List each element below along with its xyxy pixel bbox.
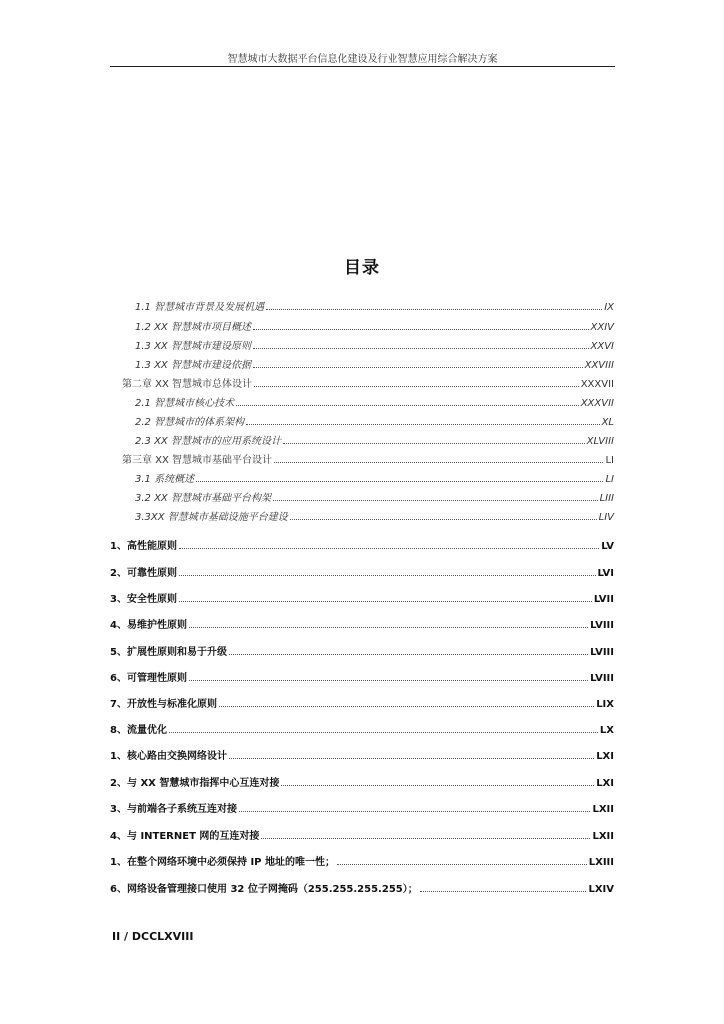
toc-entry[interactable] [135,317,614,333]
toc-dot-leader [254,385,579,387]
toc-entry-page: XLVIII [586,436,614,447]
toc-entry[interactable] [110,536,614,552]
toc-entry-label: 1.1 智慧城市背景及发展机遇 [135,302,265,313]
toc-entry-label: 7、开放性与标准化原则 [110,699,217,710]
running-header: 智慧城市大数据平台信息化建设及行业智慧应用综合解决方案 [227,54,498,65]
toc-entry-label: 2.2 智慧城市的体系架构 [135,417,245,428]
toc-dot-leader [290,518,597,520]
toc-dot-leader [420,890,587,892]
toc-entry[interactable] [110,668,614,684]
toc-entry-label: 1、在整个网络环境中必须保持 IP 地址的唯一性； [110,857,335,868]
toc-entry[interactable] [135,393,614,409]
toc-entry[interactable] [110,642,614,658]
toc-entry-page: LI [605,455,614,466]
toc-entry-page: IX [604,302,614,313]
toc-title: 目录 [344,258,380,278]
toc-dot-leader [274,461,603,463]
toc-entry-label: 2.3 XX 智慧城市的应用系统设计 [135,436,281,447]
toc-entry-page: LXI [596,778,614,789]
toc-dot-leader [179,547,599,549]
toc-entry[interactable] [135,355,614,371]
toc-dot-leader [261,837,590,839]
toc-entry-page: XXIV [590,322,614,333]
toc-entry[interactable] [110,563,614,579]
toc-entry-label: 8、流量优化 [110,725,167,736]
toc-entry-label: 1.2 XX 智慧城市项目概述 [135,322,251,333]
toc-entry-page: LVIII [590,673,614,684]
toc-entry-label: 第三章 XX 智慧城市基础平台设计 [122,455,273,466]
toc-entry-label: 3、与前端各子系统互连对接 [110,804,237,815]
toc-entry-page: LVIII [590,647,614,658]
toc-entry-label: 1、核心路由交换网络设计 [110,751,227,762]
toc-entry-label: 2.1 智慧城市核心技术 [135,398,235,409]
toc-entry-page: LVIII [590,620,614,631]
toc-entry[interactable] [110,746,614,762]
toc-entry-label: 1.3 XX 智慧城市建设原则 [135,341,251,352]
toc-entry[interactable] [135,469,614,485]
toc-dot-leader [169,731,598,733]
toc-dot-leader [253,347,589,349]
toc-entry-page: XXXVII [580,398,614,409]
toc-entry-page: LIV [598,512,614,523]
toc-entry-page: XXVI [590,341,614,352]
toc-dot-leader [246,423,599,425]
toc-dot-leader [253,366,583,368]
toc-entry-page: LIII [599,493,614,504]
toc-entry-label: 5、扩展性原则和易于升级 [110,647,227,658]
toc-dot-leader [281,784,594,786]
toc-entry-page: LIX [596,699,614,710]
toc-entry-label: 4、与 INTERNET 网的互连对接 [110,831,260,842]
toc-entry-page: XL [601,417,614,428]
toc-dot-leader [229,757,594,759]
toc-entry-page: LXI [596,751,614,762]
toc-entry[interactable] [110,799,614,815]
toc-dot-leader [273,499,598,501]
toc-entry-label: 6、可管理性原则 [110,673,187,684]
toc-entry-label: 2、与 XX 智慧城市指挥中心互连对接 [110,778,280,789]
toc-entry-label: 1.3 XX 智慧城市建设依据 [135,360,251,371]
toc-entry[interactable] [122,374,614,390]
toc-entry-page: LXIV [588,884,614,895]
toc-entry-page: LXII [592,831,614,842]
toc-entry[interactable] [135,297,614,313]
toc-entry-label: 第二章 XX 智慧城市总体设计 [122,379,253,390]
toc-entry[interactable] [135,507,614,523]
toc-entry-label: 3、安全性原则 [110,594,177,605]
toc-dot-leader [253,328,589,330]
toc-dot-leader [337,863,587,865]
toc-entry-page: LV [601,541,614,552]
toc-dot-leader [196,480,603,482]
toc-entry-label: 3.3XX 智慧城市基础设施平台建设 [135,512,288,523]
toc-entry[interactable] [122,450,614,466]
toc-entry-label: 6、网络设备管理接口使用 32 位子网掩码（255.255.255.255）； [110,884,418,895]
toc-entry-page: XXXVII [580,379,614,390]
page-number: II / DCCLXVIII [112,930,194,943]
toc-dot-leader [219,705,594,707]
toc-entry[interactable] [135,488,614,504]
toc-entry[interactable] [110,694,614,710]
header-rule [110,66,615,67]
toc-dot-leader [266,308,602,310]
toc-entry-page: LI [605,474,614,485]
toc-dot-leader [239,810,591,812]
toc-entry-label: 3.1 系统概述 [135,474,195,485]
toc-dot-leader [179,600,592,602]
toc-entry-label: 3.2 XX 智慧城市基础平台构架 [135,493,271,504]
toc-dot-leader [189,626,588,628]
toc-entry-page: LVII [593,594,614,605]
toc-dot-leader [189,679,588,681]
toc-entry-label: 2、可靠性原则 [110,568,177,579]
toc-entry[interactable] [110,826,614,842]
toc-dot-leader [236,404,579,406]
toc-dot-leader [229,653,588,655]
toc-entry[interactable] [110,879,614,895]
toc-entry-label: 4、易维护性原则 [110,620,187,631]
toc-entry[interactable] [110,615,614,631]
toc-entry[interactable] [135,336,614,352]
toc-entry[interactable] [135,431,614,447]
toc-dot-leader [283,442,585,444]
toc-entry[interactable] [110,773,614,789]
toc-entry[interactable] [110,589,614,605]
toc-entry-page: LX [599,725,614,736]
toc-entry[interactable] [135,412,614,428]
toc-entry-page: LXIII [588,857,614,868]
toc-entry-page: LXII [592,804,614,815]
toc-entry-page: XXVIII [584,360,614,371]
toc-entry-page: LVI [597,568,614,579]
toc-dot-leader [179,574,596,576]
toc-entry[interactable] [110,852,614,868]
toc-entry[interactable] [110,720,614,736]
toc-entry-label: 1、高性能原则 [110,541,177,552]
